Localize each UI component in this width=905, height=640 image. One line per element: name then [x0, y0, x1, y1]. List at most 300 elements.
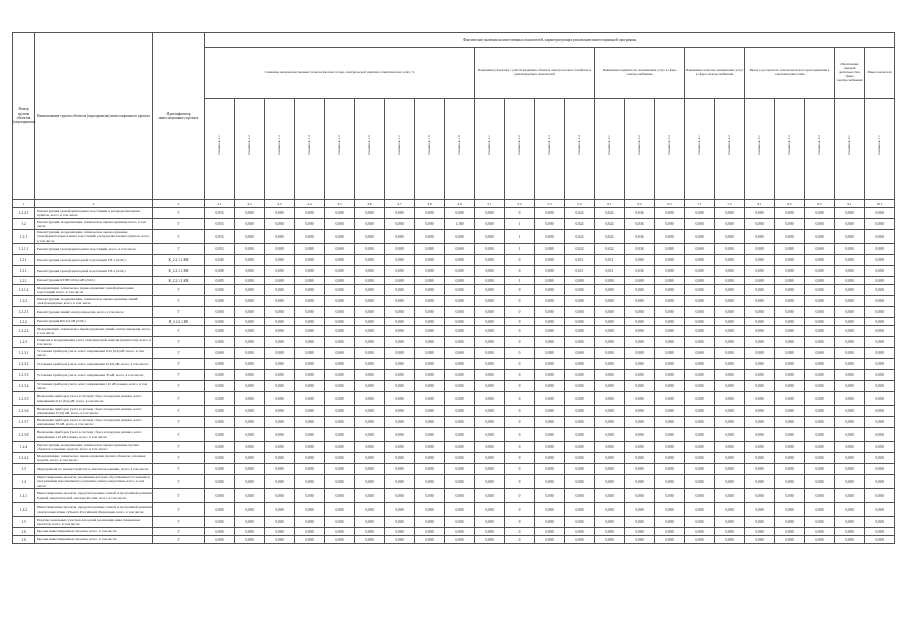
row-value: 0,053 — [205, 230, 235, 244]
row-value: 0 — [505, 285, 535, 296]
row-id: Г — [153, 453, 205, 464]
row-name: Реконструкция, модернизация, техническое перевооружение прочих объектов основных средств, всего, в том числе: — [35, 442, 153, 453]
row-value: 0,000 — [655, 208, 685, 219]
row-code: 1.2.2.2 — [13, 326, 35, 337]
row-value: 0,000 — [775, 348, 805, 359]
header-sub-label: показатель 1.2 — [246, 135, 251, 156]
row-value: 0,000 — [355, 442, 385, 453]
row-value: 0,000 — [475, 464, 505, 475]
row-value: 0,000 — [295, 442, 325, 453]
table-row — [13, 326, 895, 337]
row-value: 0,000 — [835, 453, 865, 464]
row-id: Г — [153, 464, 205, 475]
row-value: 0,000 — [325, 255, 355, 266]
row-value: 0,000 — [775, 381, 805, 392]
row-value: 0,000 — [385, 528, 415, 536]
header-group: Обеспечение текущей деятельности в сфере электроснабжения — [835, 48, 865, 99]
row-id: К_2.2.1.1.КН — [153, 266, 205, 277]
row-value: 0,000 — [655, 370, 685, 381]
row-value: 0,000 — [655, 318, 685, 326]
row-value: 0,000 — [835, 208, 865, 219]
row-name: Реконструкция, модернизация, техническое перевооружение всего, в том числе — [35, 219, 153, 230]
row-value: 0,036 — [625, 230, 655, 244]
row-value: 0,000 — [625, 453, 655, 464]
row-value: 0,000 — [385, 428, 415, 442]
row-code: 1.3 — [13, 464, 35, 475]
row-value: 0,000 — [325, 464, 355, 475]
row-value: 0,000 — [445, 464, 475, 475]
row-value: 0,000 — [535, 428, 565, 442]
row-value: 0,000 — [625, 536, 655, 544]
row-code: 1.2.2. — [13, 318, 35, 326]
row-value: 0,000 — [205, 318, 235, 326]
row-value: 0,000 — [385, 208, 415, 219]
row-value: 0,000 — [805, 266, 835, 277]
row-value: 0,000 — [445, 428, 475, 442]
row-value: 0,000 — [655, 489, 685, 503]
row-value: 0 — [505, 428, 535, 442]
row-value: 0,000 — [595, 417, 625, 428]
row-value: 0,000 — [565, 326, 595, 337]
row-value: 0,000 — [595, 489, 625, 503]
table-row — [13, 370, 895, 381]
row-value: 0,000 — [715, 475, 745, 489]
row-value: 0 — [505, 453, 535, 464]
row-value: 0,000 — [415, 370, 445, 381]
row-code: 1.2.3.8 — [13, 428, 35, 442]
row-name: Прочие инвестиционные проекты, всего, в том числе: — [35, 528, 153, 536]
row-value: 0,000 — [205, 392, 235, 406]
row-value: 0,000 — [295, 536, 325, 544]
row-value: 0,000 — [475, 489, 505, 503]
row-value: 0,000 — [475, 392, 505, 406]
row-value: 0,000 — [715, 503, 745, 517]
row-value: 0,000 — [355, 428, 385, 442]
row-value: 0,000 — [235, 528, 265, 536]
row-value: 0,000 — [415, 277, 445, 285]
row-value: 0,000 — [685, 536, 715, 544]
row-value: 0,000 — [565, 503, 595, 517]
header-sub-label: показатель 1.3 — [276, 135, 281, 156]
column-number: 4.6 — [355, 200, 385, 208]
table-row — [13, 453, 895, 464]
row-value: 0,000 — [445, 381, 475, 392]
row-value: 0,000 — [265, 517, 295, 528]
row-value: 0,000 — [355, 417, 385, 428]
row-value: 0,000 — [715, 406, 745, 417]
row-value: 0,000 — [745, 503, 775, 517]
row-value: 0,000 — [565, 453, 595, 464]
row-value: 0,000 — [715, 326, 745, 337]
row-value: 0,000 — [715, 277, 745, 285]
row-value: 0,000 — [595, 359, 625, 370]
row-value: 0,000 — [295, 219, 325, 230]
row-name: Установка приборов учета, класс напряжения 0,22 (0,4) кВ, всего, в том числе: — [35, 348, 153, 359]
row-value: 0,008 — [205, 266, 235, 277]
column-number: 5.4 — [565, 200, 595, 208]
row-id: Г — [153, 370, 205, 381]
row-value: 0,000 — [445, 442, 475, 453]
row-value: 0,000 — [355, 296, 385, 307]
table-row — [13, 464, 895, 475]
column-number: 1 — [13, 200, 35, 208]
row-value: 0,000 — [535, 208, 565, 219]
row-value: 0,000 — [265, 255, 295, 266]
header-sub — [505, 99, 535, 200]
row-value: 0,000 — [865, 307, 895, 318]
row-value: 0,000 — [715, 285, 745, 296]
row-value: 0,000 — [745, 370, 775, 381]
row-value: 0,000 — [265, 475, 295, 489]
row-value: 0 — [505, 528, 535, 536]
row-value: 0,000 — [685, 318, 715, 326]
row-value: 0,000 — [835, 406, 865, 417]
row-value: 0,000 — [205, 464, 235, 475]
row-value: 0,000 — [775, 475, 805, 489]
row-value: 0,000 — [595, 392, 625, 406]
row-value: 0,000 — [715, 370, 745, 381]
row-value: 0,000 — [475, 244, 505, 255]
row-name: Покупка земельных участков для целей реализации инвестиционных проектов, всего, в том числе: — [35, 517, 153, 528]
row-id: Г — [153, 417, 205, 428]
row-value: 0,000 — [415, 528, 445, 536]
row-value: 0,000 — [835, 266, 865, 277]
row-value: 0,000 — [625, 442, 655, 453]
row-name: Реконструкция трансформаторной подстанции ТП-2 (Л.М.) — [35, 266, 153, 277]
row-value: 0 — [505, 255, 535, 266]
row-value: 0,000 — [535, 392, 565, 406]
row-value: 0,000 — [235, 266, 265, 277]
row-value: 0,000 — [265, 442, 295, 453]
row-value: 0,000 — [595, 528, 625, 536]
header-name: Наименование группы объектов (мероприятия) инвестиционного проекта — [35, 33, 153, 200]
row-name: Включение приборов учета в систему сбора и передачи данных, класс напряжения 110 кВ и выше, всего, в том числе: — [35, 428, 153, 442]
table-row — [13, 517, 895, 528]
row-value: 0,000 — [655, 230, 685, 244]
row-value: 0,000 — [235, 296, 265, 307]
row-code: 1.6 — [13, 528, 35, 536]
row-value: 0,000 — [385, 381, 415, 392]
row-value: 0,000 — [235, 255, 265, 266]
row-value: 0,000 — [655, 453, 685, 464]
header-sub-label: показатель 2.1 — [486, 135, 491, 156]
row-value: 0,000 — [445, 392, 475, 406]
row-code: 1.2.2.1 — [13, 307, 35, 318]
row-value: 0,000 — [475, 255, 505, 266]
row-value: 0,000 — [325, 337, 355, 348]
table-row — [13, 503, 895, 517]
row-value: 0,000 — [265, 348, 295, 359]
row-value: 0,000 — [745, 475, 775, 489]
header-sub — [685, 99, 715, 200]
row-value: 0,000 — [535, 244, 565, 255]
row-value: 0,000 — [835, 244, 865, 255]
row-value: 0,000 — [235, 219, 265, 230]
row-value: 0,011 — [595, 255, 625, 266]
row-value: 0,000 — [295, 475, 325, 489]
row-value: 0,000 — [445, 326, 475, 337]
column-number: 8.2 — [775, 200, 805, 208]
row-value: 0,000 — [805, 244, 835, 255]
row-value: 0,000 — [745, 442, 775, 453]
row-value: 0,000 — [565, 428, 595, 442]
row-value: 0,000 — [805, 370, 835, 381]
row-value: 0,000 — [235, 417, 265, 428]
row-value: 0,000 — [295, 528, 325, 536]
row-value: 0 — [505, 381, 535, 392]
row-value: 0,000 — [265, 528, 295, 536]
row-value: 0,000 — [805, 536, 835, 544]
row-name: Реконструкция КТПН 10/0,4 кВ (Л.М.) — [35, 277, 153, 285]
row-value: 0,000 — [475, 517, 505, 528]
row-value: 0,000 — [805, 489, 835, 503]
row-value: 0,040 — [205, 255, 235, 266]
row-value: 0,036 — [625, 219, 655, 230]
row-value: 0,000 — [265, 503, 295, 517]
row-value: 0,000 — [295, 244, 325, 255]
row-value: 0,000 — [325, 536, 355, 544]
row-value: 0,000 — [625, 277, 655, 285]
row-value: 0,000 — [355, 318, 385, 326]
row-value: 0,000 — [565, 285, 595, 296]
row-value: 0,000 — [685, 453, 715, 464]
row-value: 0,000 — [715, 428, 745, 442]
row-value: 0,000 — [265, 359, 295, 370]
row-value: 0,000 — [205, 285, 235, 296]
row-value: 0 — [505, 266, 535, 277]
row-value: 0,000 — [385, 255, 415, 266]
row-value: 0,000 — [835, 337, 865, 348]
row-value: 0,000 — [655, 219, 685, 230]
row-value: 0,000 — [595, 285, 625, 296]
row-value: 0,000 — [715, 417, 745, 428]
row-value: 0,000 — [595, 428, 625, 442]
header-group: Снижение непроизводственных технологических потерь электрической энергии в электрических сетях, % — [205, 48, 475, 99]
row-value: 0,000 — [625, 517, 655, 528]
row-value: 0,000 — [655, 392, 685, 406]
row-value: 0,000 — [865, 428, 895, 442]
row-value: 0,000 — [385, 337, 415, 348]
row-value: 0,000 — [415, 536, 445, 544]
row-value: 0,000 — [265, 406, 295, 417]
row-value: 0,000 — [385, 277, 415, 285]
row-value: 0,000 — [685, 266, 715, 277]
row-value: 0,000 — [475, 503, 505, 517]
row-value: 0,000 — [625, 392, 655, 406]
row-value: 0,000 — [475, 428, 505, 442]
row-value: 0 — [505, 337, 535, 348]
row-value: 0,000 — [475, 406, 505, 417]
row-value: 0,000 — [775, 266, 805, 277]
row-value: 0,000 — [235, 536, 265, 544]
row-value: 0,000 — [775, 255, 805, 266]
row-value: 0,000 — [445, 244, 475, 255]
row-value: 0,000 — [685, 255, 715, 266]
header-code: Номер группы объектов (мероприятия) — [13, 33, 35, 200]
row-value: 0,000 — [595, 348, 625, 359]
row-value: 0,000 — [835, 528, 865, 536]
header-sub-label: показатель 2.3 — [546, 135, 551, 156]
row-value: 0,000 — [205, 326, 235, 337]
row-value: 0,000 — [415, 266, 445, 277]
row-value: 0,000 — [595, 337, 625, 348]
row-id: Г — [153, 348, 205, 359]
row-value: 0,000 — [805, 428, 835, 442]
row-value: 0,000 — [805, 230, 835, 244]
row-value: 0,000 — [295, 296, 325, 307]
header-sub — [595, 99, 625, 200]
row-value: 0,000 — [835, 359, 865, 370]
column-number: 10.1 — [865, 200, 895, 208]
table-row — [13, 489, 895, 503]
row-value: 0,000 — [775, 359, 805, 370]
row-value: 0,000 — [325, 359, 355, 370]
row-value: 0,000 — [685, 337, 715, 348]
row-value: 0,000 — [235, 230, 265, 244]
row-value: 0,000 — [625, 528, 655, 536]
row-value: 0,000 — [835, 503, 865, 517]
header-id: Идентификатор инвестиционного проекта — [153, 33, 205, 200]
row-code: 1.6 — [13, 536, 35, 544]
row-code: 1.2.4.1 — [13, 208, 35, 219]
row-value: 0,000 — [475, 230, 505, 244]
row-value: 0,000 — [475, 528, 505, 536]
row-name: Мероприятия по землеустройству и землепользованию, всего, в том числе: — [35, 464, 153, 475]
row-value: 0,000 — [325, 370, 355, 381]
row-value: 0,000 — [625, 503, 655, 517]
row-id: Г — [153, 442, 205, 453]
row-value: 0,000 — [595, 475, 625, 489]
row-value: 0,000 — [745, 428, 775, 442]
row-value: 1 — [505, 244, 535, 255]
row-value: 0,000 — [715, 464, 745, 475]
row-value: 0,005 — [205, 277, 235, 285]
header-sub — [565, 99, 595, 200]
row-value: 0,000 — [235, 244, 265, 255]
row-code: 1.2.3.7 — [13, 417, 35, 428]
row-value: 0,000 — [565, 406, 595, 417]
row-value: 0,000 — [235, 475, 265, 489]
row-value: 0,000 — [775, 219, 805, 230]
row-value: 0,000 — [415, 230, 445, 244]
row-code: 1.2.3.3 — [13, 370, 35, 381]
row-value: 0,000 — [685, 285, 715, 296]
row-value: 0,000 — [745, 255, 775, 266]
row-value: 0,000 — [655, 464, 685, 475]
numbering-row — [13, 200, 895, 208]
row-value: 0,000 — [295, 266, 325, 277]
row-value: 0,000 — [325, 489, 355, 503]
row-value: 0,000 — [235, 326, 265, 337]
row-value: 0,000 — [535, 219, 565, 230]
row-value: 0,000 — [745, 219, 775, 230]
row-value: 0,000 — [835, 489, 865, 503]
row-value: 0,000 — [295, 428, 325, 442]
row-value: 0,000 — [775, 296, 805, 307]
row-value: 0,000 — [685, 528, 715, 536]
row-value: 0,000 — [685, 348, 715, 359]
row-code: 1.2.3.5 — [13, 392, 35, 406]
row-value: 0,000 — [295, 517, 325, 528]
table-row — [13, 208, 895, 219]
row-value: 0,000 — [265, 428, 295, 442]
row-value: 0,000 — [355, 285, 385, 296]
row-value: 0,000 — [445, 417, 475, 428]
row-id: Г — [153, 285, 205, 296]
row-code: 1.4.2 — [13, 503, 35, 517]
row-code: 1.2 — [13, 219, 35, 230]
row-value: 0,000 — [595, 326, 625, 337]
row-value: 0,000 — [685, 296, 715, 307]
header-sub — [775, 99, 805, 200]
row-value: 0,000 — [205, 307, 235, 318]
row-name: Включение приборов учета в систему сбора и передачи данных, класс напряжения 35 кВ, всего, в том числе: — [35, 417, 153, 428]
row-value: 0,000 — [535, 359, 565, 370]
row-value: 0,000 — [445, 359, 475, 370]
row-value: 0,011 — [595, 266, 625, 277]
table-row — [13, 277, 895, 285]
row-value: 0,000 — [535, 417, 565, 428]
row-value: 0,000 — [295, 359, 325, 370]
row-id: Г — [153, 307, 205, 318]
row-value: 0,000 — [625, 359, 655, 370]
row-value: 0,000 — [715, 517, 745, 528]
row-value: 0,000 — [265, 296, 295, 307]
row-value: 0,000 — [295, 381, 325, 392]
row-name: Реконструкция, модернизация, техническое перевооружение трансформаторных и иных подстанций, распределительных пунктов, всего, в том числе — [35, 230, 153, 244]
row-id: Г — [153, 392, 205, 406]
row-value: 0,000 — [355, 266, 385, 277]
row-value: 0,000 — [385, 219, 415, 230]
row-value: 0,000 — [355, 208, 385, 219]
row-value: 0,000 — [295, 370, 325, 381]
row-value: 0,000 — [715, 442, 745, 453]
row-value: 0,000 — [745, 489, 775, 503]
header-sub-label: показатель 5.1 — [756, 135, 761, 156]
header-sub-label: показатель 3.2 — [636, 135, 641, 156]
row-value: 0,000 — [205, 442, 235, 453]
row-value: 0,000 — [325, 453, 355, 464]
row-value: 0,000 — [235, 392, 265, 406]
row-value: 0,000 — [265, 417, 295, 428]
header-sub-label: показатель 6.1 — [846, 135, 851, 156]
row-value: 0,000 — [565, 318, 595, 326]
row-value: 0,000 — [745, 307, 775, 318]
row-value: 0,000 — [265, 307, 295, 318]
row-value: 1 — [505, 277, 535, 285]
row-value: 0,000 — [355, 230, 385, 244]
row-value: 0,000 — [235, 453, 265, 464]
row-value: 0,000 — [355, 370, 385, 381]
row-value: 0,000 — [745, 318, 775, 326]
row-value: 0,000 — [535, 489, 565, 503]
row-value: 0,000 — [625, 381, 655, 392]
row-id: Г — [153, 475, 205, 489]
row-value: 0,000 — [385, 517, 415, 528]
row-value: 0,000 — [775, 464, 805, 475]
row-value: 0,000 — [475, 318, 505, 326]
row-value: 0,000 — [265, 266, 295, 277]
header-group: Повышение надёжности оказываемых услуг в сфере электроснабжения — [595, 48, 685, 99]
header-sub — [295, 99, 325, 200]
row-value: 0,000 — [835, 285, 865, 296]
row-value: 0,000 — [745, 464, 775, 475]
row-value: 0,000 — [865, 219, 895, 230]
row-value: 0,000 — [655, 348, 685, 359]
row-value: 0,000 — [325, 296, 355, 307]
row-value: 0,000 — [385, 475, 415, 489]
row-value: 0,000 — [205, 536, 235, 544]
